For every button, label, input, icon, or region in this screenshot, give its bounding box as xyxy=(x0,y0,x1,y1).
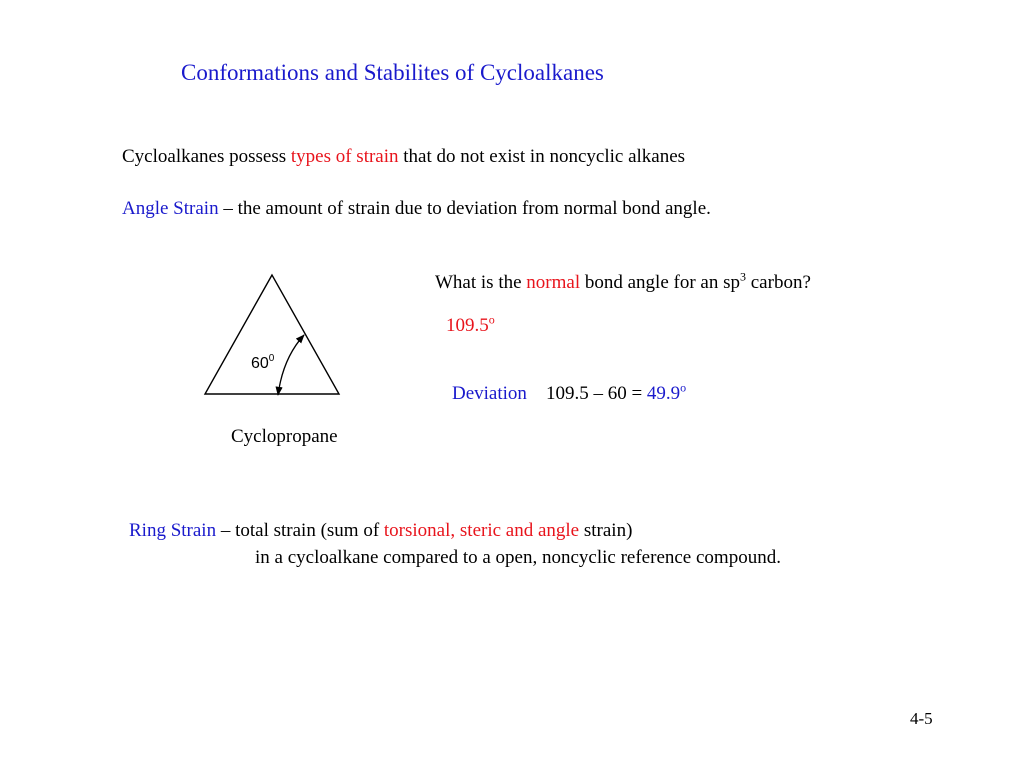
cyclopropane-diagram xyxy=(195,268,355,408)
strain-intro-line xyxy=(122,146,685,168)
deviation-degree: o xyxy=(680,380,687,395)
types-of-strain-highlight: types of strain xyxy=(290,146,399,167)
question-text-middle: bond angle for an sp xyxy=(580,272,740,293)
answer-degree: o xyxy=(488,312,495,327)
deviation-expression: 109.5 – 60 = xyxy=(545,383,647,404)
question-text-start: What is the xyxy=(435,272,527,293)
ring-strain-term: Ring Strain xyxy=(129,520,217,541)
answer-value: 109.5 xyxy=(446,315,489,336)
cyclopropane-caption: Cyclopropane xyxy=(231,426,338,447)
bond-angle-question xyxy=(435,269,811,294)
strain-intro-rest: that do not exist in noncyclic alkanes xyxy=(398,146,686,167)
angle-arc-arrow xyxy=(278,335,304,395)
normal-bond-angle-answer xyxy=(446,312,495,337)
angle-label xyxy=(251,353,275,372)
angle-strain-text: – the amount of strain due to deviation from normal bond angle. xyxy=(218,198,711,219)
ring-strain-text: – total strain (sum of xyxy=(216,520,384,541)
deviation-result: 49.9 xyxy=(646,383,681,404)
normal-highlight: normal xyxy=(526,272,581,293)
strain-types-highlight: torsional, steric and angle xyxy=(383,520,580,541)
triangle-ring xyxy=(205,275,339,394)
slide-title: Conformations and Stabilites of Cycloalkanes xyxy=(181,60,604,85)
ring-strain-definition xyxy=(129,520,632,542)
angle-strain-definition xyxy=(122,198,711,220)
slide-number: 4-5 xyxy=(910,709,933,728)
ring-strain-text-end: strain) xyxy=(579,520,633,541)
strain-intro-text: Cycloalkanes possess xyxy=(122,146,291,167)
deviation-label: Deviation xyxy=(452,383,527,404)
angle-strain-term: Angle Strain xyxy=(122,198,219,219)
ring-strain-line2: in a cycloalkane compared to a open, noncyclic reference compound. xyxy=(255,547,781,568)
angle-value: 60 xyxy=(251,355,269,372)
sp3-superscript: 3 xyxy=(740,269,746,284)
question-text-end: carbon? xyxy=(746,272,811,293)
deviation-line xyxy=(452,380,687,405)
angle-unit: 0 xyxy=(268,353,275,364)
